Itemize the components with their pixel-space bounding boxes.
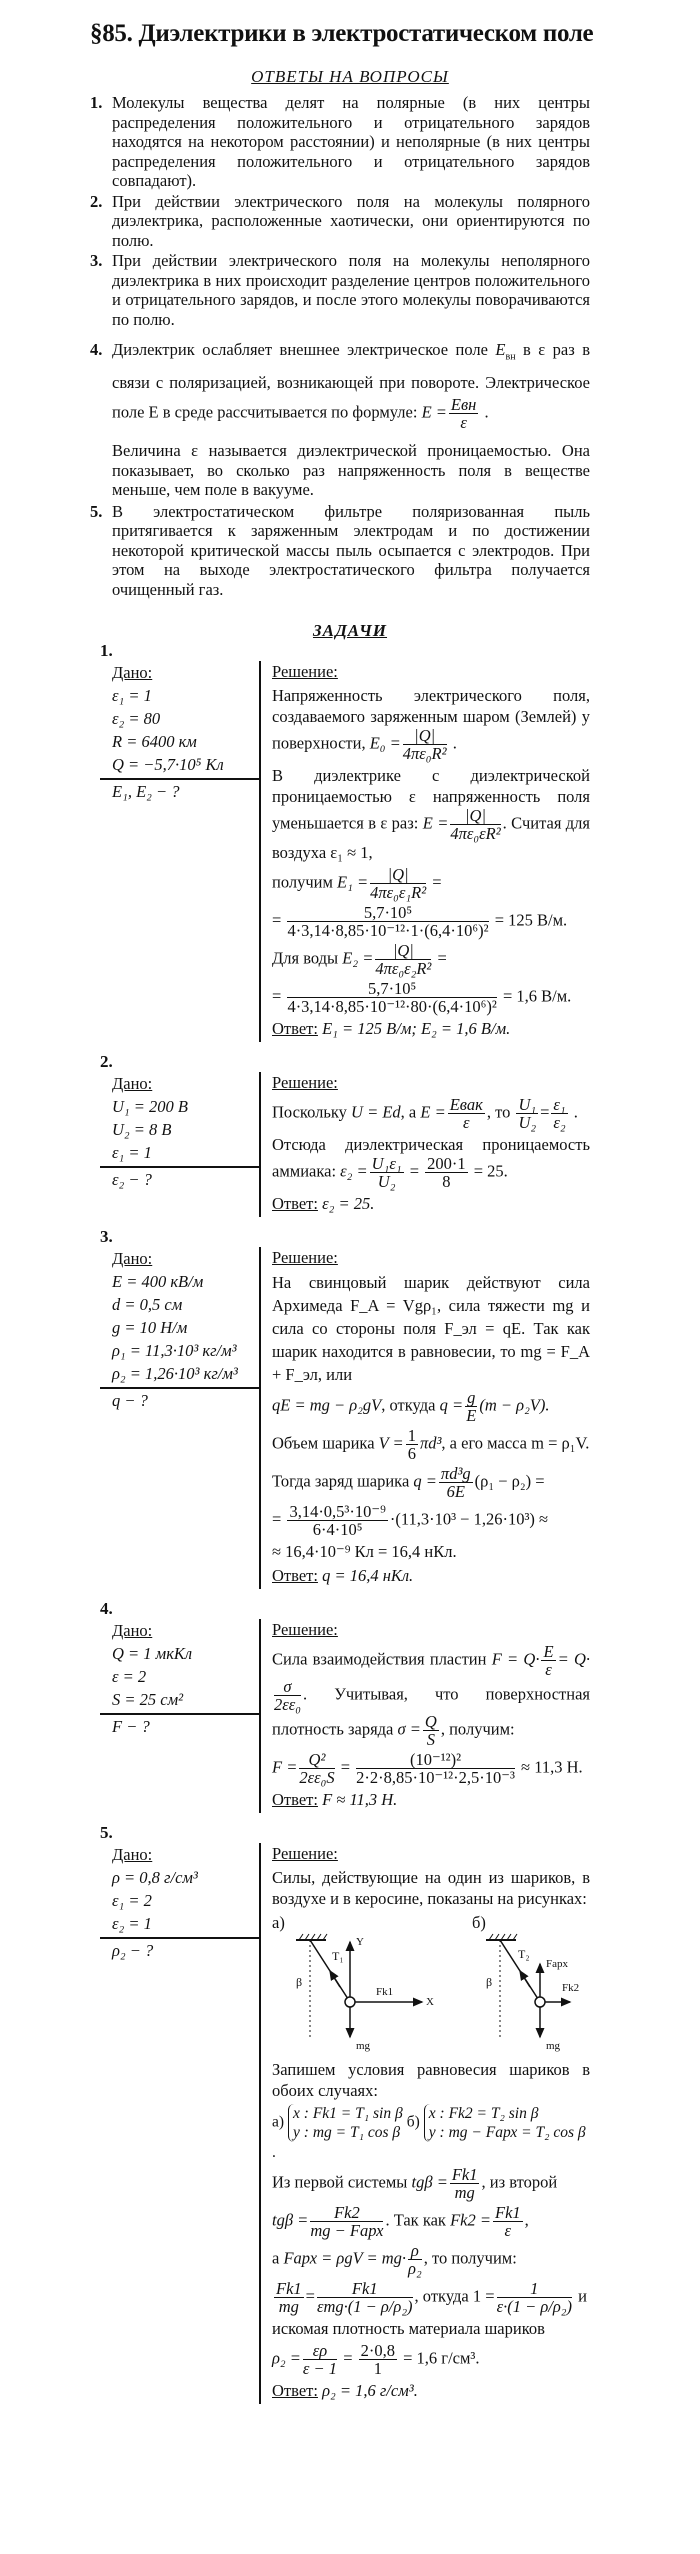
formula: 1 = xyxy=(472,2286,495,2306)
formula: tgβ = xyxy=(272,2210,309,2230)
denominator: 4·3,14·8,85·10⁻¹²·1·(6,4·10⁶)² xyxy=(287,921,489,941)
given-label: Дано: xyxy=(112,1074,153,1094)
answer-label: Ответ: xyxy=(272,1566,318,1586)
solution-text: . Считая для воздуха ε₁ ≈ 1, xyxy=(272,813,590,863)
formula: U = Ed xyxy=(351,1102,401,1122)
answer-value: ρ₂ = 1,6 г/см³. xyxy=(322,2381,418,2401)
fraction xyxy=(493,2204,523,2239)
fraction xyxy=(287,980,496,1015)
denominator: mg xyxy=(454,2183,475,2203)
solution-label: Решение: xyxy=(272,1248,338,1268)
denominator: ρ₂ xyxy=(408,2259,422,2279)
solution-label: Решение: xyxy=(272,1844,338,1864)
solution-text: а xyxy=(272,2248,280,2268)
fraction xyxy=(449,396,478,431)
page-content xyxy=(0,67,700,2414)
formula: σ = xyxy=(397,1719,421,1739)
denominator: ε xyxy=(545,1660,552,1680)
solution-text: искомая плотность материала шариков xyxy=(272,2319,545,2339)
formula: (m − ρ₂V). xyxy=(479,1395,550,1415)
solution-text: . Так как xyxy=(385,2210,446,2230)
label-x: X xyxy=(426,1996,434,2009)
denominator: 2·2·8,85·10⁻¹²·2,5·10⁻³ xyxy=(356,1768,515,1788)
given-item: ε₁ = 2 xyxy=(112,1891,152,1911)
tension-arrow xyxy=(330,1971,340,1987)
tasks-heading: ЗАДАЧИ xyxy=(312,621,388,641)
numerator: |Q| xyxy=(370,866,426,884)
denominator: 8 xyxy=(442,1172,451,1192)
fraction xyxy=(406,1427,418,1462)
denominator: ε xyxy=(460,413,467,433)
numerator: ε₁ xyxy=(553,1095,566,1115)
answers-heading: ОТВЕТЫ НА ВОПРОСЫ xyxy=(251,67,449,86)
denominator: 6 xyxy=(407,1444,416,1464)
solution-text: Силы, действующие на один из шариков, в воздухе и в керосине, показаны на рисунках: xyxy=(272,1868,590,1909)
solution-text: , откуда xyxy=(414,2286,469,2306)
given-item: ε₁ = 1 xyxy=(112,686,152,706)
item-number: 3. xyxy=(90,251,103,270)
figure-label-a: а) xyxy=(272,1913,285,1933)
numerator: Fk1 xyxy=(451,2165,478,2185)
fraction xyxy=(439,1465,473,1500)
solution-text: , а xyxy=(400,1102,417,1122)
numerator: E xyxy=(543,1642,554,1662)
problem xyxy=(0,1052,700,1217)
answer-value: q = 16,4 нКл. xyxy=(322,1566,414,1586)
given-item: U₁ = 200 В xyxy=(112,1097,188,1117)
denominator: εmg·(1 − ρ/ρ₂) xyxy=(316,2297,413,2317)
fraction xyxy=(356,1751,515,1786)
force-diagrams xyxy=(272,1912,590,2056)
denominator: 6E xyxy=(446,1482,465,1502)
tension-arrow xyxy=(520,1971,530,1987)
solution-text: , то xyxy=(486,1102,511,1122)
numerator: 3,14·0,5³·10⁻⁹ xyxy=(289,1502,386,1522)
numerator: 5,7·10⁵ xyxy=(287,904,488,922)
problem xyxy=(0,641,700,1042)
item-text: Величина ε называется диэлектрической проницаемостью. Она показывает, во сколько раз напряженность поля в веществе меньше, чем поле в вакууме. xyxy=(112,441,590,500)
problem-number: 2. xyxy=(100,1052,113,1072)
fraction xyxy=(310,2204,383,2239)
solution-block: Решение: Поскольку U = Ed, а E = Eвак ε , то $\frac{\text{U₁}}{\text{U₂}}$ = $\frac{\text{ε₁}}{\text{ε₂}}$ . Отсюда диэлектрическая проницаемость аммиака: ε₂ = $\frac{\text{U₁ε₁}}{\text{U₂}}$ = $\frac{200\cdot 1}{8}$ = 25. Ответ: ε₂ = 25. xyxy=(272,1073,590,1214)
force-diagram-svg xyxy=(272,1912,590,2056)
fraction xyxy=(408,2242,422,2277)
solution-label: Решение: xyxy=(272,1073,338,1093)
given-item: ρ = 0,8 г/см³ xyxy=(112,1868,198,1888)
solution-text: Сила взаимодействия пластин xyxy=(272,1649,487,1669)
formula: E₀ = xyxy=(369,733,401,753)
formula: E = xyxy=(421,402,447,422)
numerator: Fk1 xyxy=(494,2203,521,2223)
solution-label: Решение: xyxy=(272,662,338,682)
denominator: U₂ xyxy=(377,1172,396,1192)
label-beta: β xyxy=(486,1975,493,1990)
fraction xyxy=(403,727,447,762)
numerator: (10⁻¹²)² xyxy=(356,1751,515,1769)
formula: tgβ = xyxy=(411,2172,448,2192)
answers-list xyxy=(90,93,590,599)
fraction xyxy=(359,2342,397,2377)
fraction xyxy=(287,904,488,939)
numerator: Fk1 xyxy=(276,2279,302,2299)
formula: F = xyxy=(272,1757,298,1777)
solution-text: На свинцовый шарик действуют сила Архимеда F_A = Vgρ₁, сила тяжести mg и сила со стороны поля F_эл = qE. Так как шарик находится в равновесии, то mg = F_A + F_эл, или xyxy=(272,1273,590,1385)
system-label: б) xyxy=(406,2113,420,2131)
figure-label-b: б) xyxy=(472,1913,486,1933)
answer-item xyxy=(90,93,590,191)
denominator: ε xyxy=(504,2221,512,2241)
fraction xyxy=(423,1713,439,1748)
formula: q = xyxy=(413,1471,437,1491)
answer-item xyxy=(90,251,590,329)
fraction xyxy=(425,1155,468,1190)
answer-label: Ответ: xyxy=(272,1790,318,1810)
item-text: в ε раз в связи с поляризацией, возникающей при повороте. Электрическое поле E в среде рассчитывается по формуле: xyxy=(112,340,591,422)
denominator: U₂ xyxy=(518,1113,537,1133)
formula-sub: вн xyxy=(505,351,516,363)
answer-item xyxy=(90,192,590,251)
item-text: При действии электрического поля на молекулы полярного диэлектрика, расположенные хаотически, они ориентируются по полю. xyxy=(112,191,590,250)
formula: F = Q· xyxy=(491,1649,540,1669)
ball xyxy=(345,1997,355,2007)
answer-value: E₁ = 125 В/м; E₂ = 1,6 В/м. xyxy=(322,1019,511,1039)
solution-text: Для воды xyxy=(272,948,339,968)
solution-text: , то получим: xyxy=(423,2248,517,2268)
find-item: ε₂ − ? xyxy=(112,1170,152,1190)
numerator: ερ xyxy=(303,2342,337,2360)
denominator: 4πε₀ε₂R² xyxy=(375,959,432,979)
result: ≈ 16,4·10⁻⁹ Кл = 16,4 нКл. xyxy=(272,1542,457,1562)
formula: πd³ xyxy=(419,1433,442,1453)
numerator: σ xyxy=(274,1678,301,1696)
problem-number: 3. xyxy=(100,1227,113,1247)
given-item: g = 10 Н/м xyxy=(112,1318,188,1338)
fraction xyxy=(274,2280,304,2315)
label-fk1: Fk1 xyxy=(376,1986,394,1999)
numerator: 200·1 xyxy=(427,1154,466,1174)
numerator: |Q| xyxy=(450,807,500,825)
label-mg: mg xyxy=(356,2040,371,2053)
solution-text: В диэлектрике с диэлектрической проницаемостью ε напряженность поля уменьшается в ε раз: xyxy=(272,766,590,833)
fraction xyxy=(287,1503,387,1538)
result: ≈ 11,3 Н. xyxy=(521,1757,583,1777)
fraction xyxy=(448,1096,485,1131)
denominator: E xyxy=(466,1406,477,1426)
item-number: 5. xyxy=(90,501,103,521)
given-item: E = 400 кВ/м xyxy=(112,1272,204,1292)
formula: q = xyxy=(439,1395,464,1415)
problem xyxy=(0,1599,700,1813)
given-item: ε₂ = 80 xyxy=(112,709,161,729)
label-t1: T₁ xyxy=(332,1949,344,1964)
solution-text: и xyxy=(578,2286,587,2306)
find-item: E₁, E₂ − ? xyxy=(112,782,180,802)
denominator: 4πε₀R² xyxy=(402,744,447,764)
solution-text: , а его масса m = ρ₁V. xyxy=(441,1433,590,1453)
given-item: ε = 2 xyxy=(112,1667,147,1687)
given-block xyxy=(100,1619,261,1813)
label-mg: mg xyxy=(546,2040,561,2053)
numerator: Q xyxy=(424,1712,437,1732)
fraction xyxy=(450,807,500,842)
result: = 1,6 В/м. xyxy=(502,986,572,1006)
denominator: 1 xyxy=(373,2359,382,2379)
problem-number: 4. xyxy=(100,1599,113,1619)
solution-block: Решение: Силы, действующие на один из шариков, в воздухе и в керосине, показаны на рисунках: а) б) T₁ β Y X Fk1 mg T₂ β Fарх Fk2 mg Запишем условия равновесия шариков в обоих случаях: а) x : Fk1 = T₁ sin β y : mg = T₁ cos β б) x : Fk2 = T₂ sin β y : mg − Fарх = T₂ cos β . Из первой системы tgβ = $\frac{Fk1}{mg}$ , из второй tgβ = Fk2 mg − Fарх . Так как Fk2 = $\frac{Fk1}{\varepsilon}$ , а Fарх = ρgV = mg· $\frac{\rho}{\text{ρ₂}}$ , то получим: $\frac{Fk1}{mg}$ = Fk1 εmg·(1 − ρ/ρ₂) , откуда 1 = $\frac{1}{\text{ε·(1 − ρ/ρ₂)}}$ и искомая плотность материала шариков ρ₂ = $\frac{\varepsilon\rho}{\varepsilon - 1}$ = $\frac{2\cdot 0,8}{1}$ = 1,6 г/см³. Ответ: ρ₂ = 1,6 г/см³. xyxy=(272,1844,590,2401)
fraction xyxy=(303,2342,337,2377)
formula: ·(11,3·10³ − 1,26·10³) ≈ xyxy=(389,1509,549,1529)
solution-block: Решение: Сила взаимодействия пластин F = Q· $\frac{E}{\varepsilon}$ = Q· $\frac{\sigma}{\text{2εε₀}}$ . Учитывая, что поверхностная плотность заряда σ = $\frac{Q}{S}$ , получим: F = $\frac{\text{Q²}}{\text{2εε₀S}}$ = $\frac{\text{(10⁻¹²)²}}{\text{2·2·8,85·10⁻¹²·2,5·10⁻³}}$ ≈ 11,3 Н. Ответ: F ≈ 11,3 Н. xyxy=(272,1620,590,1810)
given-item: Q = 1 мкКл xyxy=(112,1644,193,1664)
answer-label: Ответ: xyxy=(272,1194,318,1214)
solution-text: Тогда заряд шарика xyxy=(272,1471,410,1491)
solution-block: Решение: Напряженность электрического поля, создаваемого заряженным шаром (Землей) у поверхности, E₀ = $\frac{|Q|}{\text{4πε₀R²}}$ . В диэлектрике с диэлектрической проницаемостью ε напряженность поля уменьшается в ε раз: E = $\frac{|Q|}{\text{4πε₀εR²}}$ . Считая для воздуха ε₁ ≈ 1, получим E₁ = $\frac{|Q|}{\text{4πε₀ε₁R²}}$ = = $\frac{\text{5,7·10⁵}}{\text{4·3,14·8,85·10⁻¹²·1·(6,4·10⁶)²}}$ = 125 В/м. Для воды E₂ = $\frac{|Q|}{\text{4πε₀ε₂R²}}$ = = $\frac{\text{5,7·10⁵}}{\text{4·3,14·8,85·10⁻¹²·80·(6,4·10⁶)²}}$ = 1,6 В/м. Ответ: E₁ = 125 В/м; E₂ = 1,6 В/м. xyxy=(272,662,590,1039)
solution-text: Поскольку xyxy=(272,1102,347,1122)
problem-number: 5. xyxy=(100,1823,113,1843)
numerator: ρ xyxy=(408,2242,422,2260)
given-item: S = 25 см² xyxy=(112,1690,184,1710)
formula: E₁ = xyxy=(337,872,369,892)
solution-text: Объем шарика xyxy=(272,1433,375,1453)
formula: V = xyxy=(378,1433,404,1453)
item-text: Диэлектрик ослабляет внешнее электрическое поле xyxy=(112,340,488,359)
ball xyxy=(535,1997,545,2007)
formula: E = xyxy=(420,1102,446,1122)
denominator: mg − Fарх xyxy=(310,2221,384,2241)
equation: x : Fk1 = T₁ sin β xyxy=(293,2105,403,2123)
denominator: mg xyxy=(278,2297,299,2317)
denominator: 4·3,14·8,85·10⁻¹²·80·(6,4·10⁶)² xyxy=(287,997,497,1017)
fraction xyxy=(317,2280,413,2315)
item-text: В электростатическом фильтре поляризованная пыль притягивается к заряженным электродам и по достижении некоторой критической массы пыль осыпается с электродов. При этом на выходе электростатического фильтра получается очищенный газ. xyxy=(112,501,590,599)
numerator: 2·0,8 xyxy=(360,2341,395,2361)
fraction xyxy=(541,1643,555,1678)
equation: x : Fk2 = T₂ sin β xyxy=(428,2105,539,2123)
numerator: Eвн xyxy=(450,395,477,415)
fraction xyxy=(551,1096,567,1131)
denominator: ε·(1 − ρ/ρ₂) xyxy=(496,2297,572,2317)
item-number: 1. xyxy=(90,93,103,112)
result: = 125 В/м. xyxy=(494,910,568,930)
given-label: Дано: xyxy=(112,1621,153,1641)
solution-text: Напряженность электрического поля, создаваемого заряженным шаром (Землей) у поверхности, xyxy=(272,686,590,753)
denominator: ε xyxy=(463,1113,470,1133)
solution-block: Решение: На свинцовый шарик действуют сила Архимеда F_A = Vgρ₁, сила тяжести mg и сила со стороны поля F_эл = qE. Так как шарик находится в равновесии, то mg = F_A + F_эл, или qE = mg − ρ₂gV, откуда q = $\frac{g}{E}$ (m − ρ₂V). Объем шарика V = $\frac{1}{6}$ πd³, а его масса m = ρ₁V. Тогда заряд шарика q = $\frac{\text{πd³g}}{6E}$ (ρ₁ − ρ₂) = = $\frac{\text{3,14·0,5³·10⁻⁹}}{\text{6·4·10⁵}}$ ·(11,3·10³ − 1,26·10³) ≈ ≈ 16,4·10⁻⁹ Кл = 16,4 нКл. Ответ: q = 16,4 нКл. xyxy=(272,1248,590,1586)
numerator: Fk1 xyxy=(317,2280,413,2298)
numerator: |Q| xyxy=(403,727,447,745)
answer-value: ε₂ = 25. xyxy=(322,1194,375,1214)
problem xyxy=(0,1227,700,1589)
denominator: ε − 1 xyxy=(302,2359,338,2379)
label-farch: Fарх xyxy=(546,1958,568,1971)
problem-number: 1. xyxy=(100,641,113,661)
given-block xyxy=(100,661,261,1042)
given-block xyxy=(100,1247,261,1589)
numerator: g xyxy=(467,1388,476,1408)
item-text: Молекулы вещества делят на полярные (в них центры распределения положительного и отрицательного зарядов находятся на некотором расстоянии) и неполярные (в них центры распределения положительного и отрицательного зарядов совпадают). xyxy=(112,93,590,190)
numerator: 1 xyxy=(497,2280,572,2298)
given-item: d = 0,5 см xyxy=(112,1295,183,1315)
label-t2: T₂ xyxy=(518,1947,530,1962)
fraction xyxy=(370,1155,404,1190)
given-item: ε₂ = 1 xyxy=(112,1914,152,1934)
given-item: U₂ = 8 В xyxy=(112,1120,172,1140)
label-y: Y xyxy=(356,1936,364,1949)
answer-item xyxy=(90,502,590,600)
numerator: U₁ xyxy=(518,1095,537,1115)
numerator: Q² xyxy=(299,1751,334,1769)
fraction xyxy=(450,2166,480,2201)
solution-text: , из второй xyxy=(481,2172,558,2192)
formula: E₂ = xyxy=(342,948,374,968)
find-item: F − ? xyxy=(112,1717,150,1737)
formula: E xyxy=(495,340,506,359)
denominator: 2εε₀S xyxy=(299,1768,335,1788)
formula: (ρ₁ − ρ₂) = xyxy=(474,1471,545,1491)
result: = 1,6 г/см³. xyxy=(403,2348,480,2368)
fraction xyxy=(370,866,426,901)
numerator: U₁ε₁ xyxy=(371,1154,402,1174)
given-item: ρ₁ = 11,3·10³ кг/м³ xyxy=(112,1341,237,1361)
formula: = Q· xyxy=(557,1649,590,1669)
denominator: 2εε₀ xyxy=(274,1695,301,1715)
solution-text: , получим: xyxy=(440,1719,515,1739)
answer-item: 4. Диэлектрик ослабляет внешнее электрическое поле $E_{вн}$ в ε раз в связи с поляризацией, возникающей при повороте. Электрическое поле E в среде рассчитывается по формуле: E = Eвн ε . Величина ε называется диэлектрической проницаемостью. Она показывает, во сколько раз напряженность поля в веществе меньше, чем поле в вакууме. xyxy=(90,337,590,500)
item-number: 4. xyxy=(90,340,103,359)
problem xyxy=(0,1823,700,2404)
find-item: ρ₂ − ? xyxy=(112,1941,154,1961)
numerator: 5,7·10⁵ xyxy=(287,980,496,998)
denominator: ε₂ xyxy=(553,1113,566,1133)
find-item: q − ? xyxy=(112,1391,148,1411)
numerator: Eвак xyxy=(449,1095,483,1115)
formula: Fарх = ρgV = mg· xyxy=(283,2248,407,2268)
given-block xyxy=(100,1072,261,1217)
given-item: ε₁ = 1 xyxy=(112,1143,152,1163)
formula: qE = mg − ρ₂gV xyxy=(272,1395,382,1415)
given-label: Дано: xyxy=(112,1249,153,1269)
solution-label: Решение: xyxy=(272,1620,338,1640)
denominator: S xyxy=(426,1730,435,1750)
formula: ρ₂ = xyxy=(272,2348,301,2368)
item-number: 2. xyxy=(90,191,103,211)
solution-text: . Учитывая, что поверхностная плотность заряда xyxy=(272,1684,590,1739)
solution-text: получим xyxy=(272,872,333,892)
formula: Fk2 = xyxy=(450,2210,491,2230)
fraction xyxy=(516,1096,538,1131)
given-item: Q = −5,7·10⁵ Кл xyxy=(112,755,224,775)
given-label: Дано: xyxy=(112,663,153,683)
numerator: 1 xyxy=(407,1426,416,1446)
formula: E = xyxy=(422,813,449,833)
system-label: а) xyxy=(272,2113,285,2131)
diagram-a xyxy=(296,1934,422,2037)
fraction xyxy=(299,1751,334,1786)
formula: ε₂ = xyxy=(340,1161,368,1181)
fraction xyxy=(375,942,431,977)
denominator: 4πε₀εR² xyxy=(450,824,501,844)
answer-value: F ≈ 11,3 Н. xyxy=(322,1790,398,1810)
fraction xyxy=(465,1389,477,1424)
equation: y : mg − Fарх = T₂ cos β xyxy=(428,2124,586,2142)
answer-label: Ответ: xyxy=(272,2381,318,2401)
page-title: §85. Диэлектрики в электростатическом поле xyxy=(90,20,594,47)
answer-label: Ответ: xyxy=(272,1019,318,1039)
denominator: 4πε₀ε₁R² xyxy=(370,883,427,903)
given-item: R = 6400 км xyxy=(112,732,197,752)
numerator: Fk2 xyxy=(310,2204,383,2222)
numerator: πd³g xyxy=(440,1464,471,1484)
fraction xyxy=(274,1678,301,1713)
label-beta: β xyxy=(296,1975,303,1990)
solution-text: Отсюда диэлектрическая проницаемость аммиака: xyxy=(272,1135,590,1181)
solution-text: Из первой системы xyxy=(272,2172,408,2192)
fraction xyxy=(497,2280,572,2315)
result: = 25. xyxy=(473,1161,508,1181)
given-item: ρ₂ = 1,26·10³ кг/м³ xyxy=(112,1364,238,1384)
formula: = xyxy=(540,1102,550,1122)
label-fk2: Fk2 xyxy=(562,1982,580,1995)
given-block xyxy=(100,1843,261,2404)
solution-text: , откуда xyxy=(381,1395,436,1415)
denominator: 6·4·10⁵ xyxy=(312,1520,363,1540)
given-label: Дано: xyxy=(112,1845,153,1865)
numerator: |Q| xyxy=(375,942,431,960)
item-text: При действии электрического поля на молекулы неполярного диэлектрика в них происходит разделение центров положительного и отрицательного зарядов, и после этого молекулы поворачиваются по полю. xyxy=(112,251,590,329)
equation-system-b xyxy=(424,2104,586,2142)
solution-text: Запишем условия равновесия шариков в обоих случаях: xyxy=(272,2060,590,2101)
equation-system-a xyxy=(288,2104,403,2142)
equation: y : mg = T₁ cos β xyxy=(293,2124,401,2142)
